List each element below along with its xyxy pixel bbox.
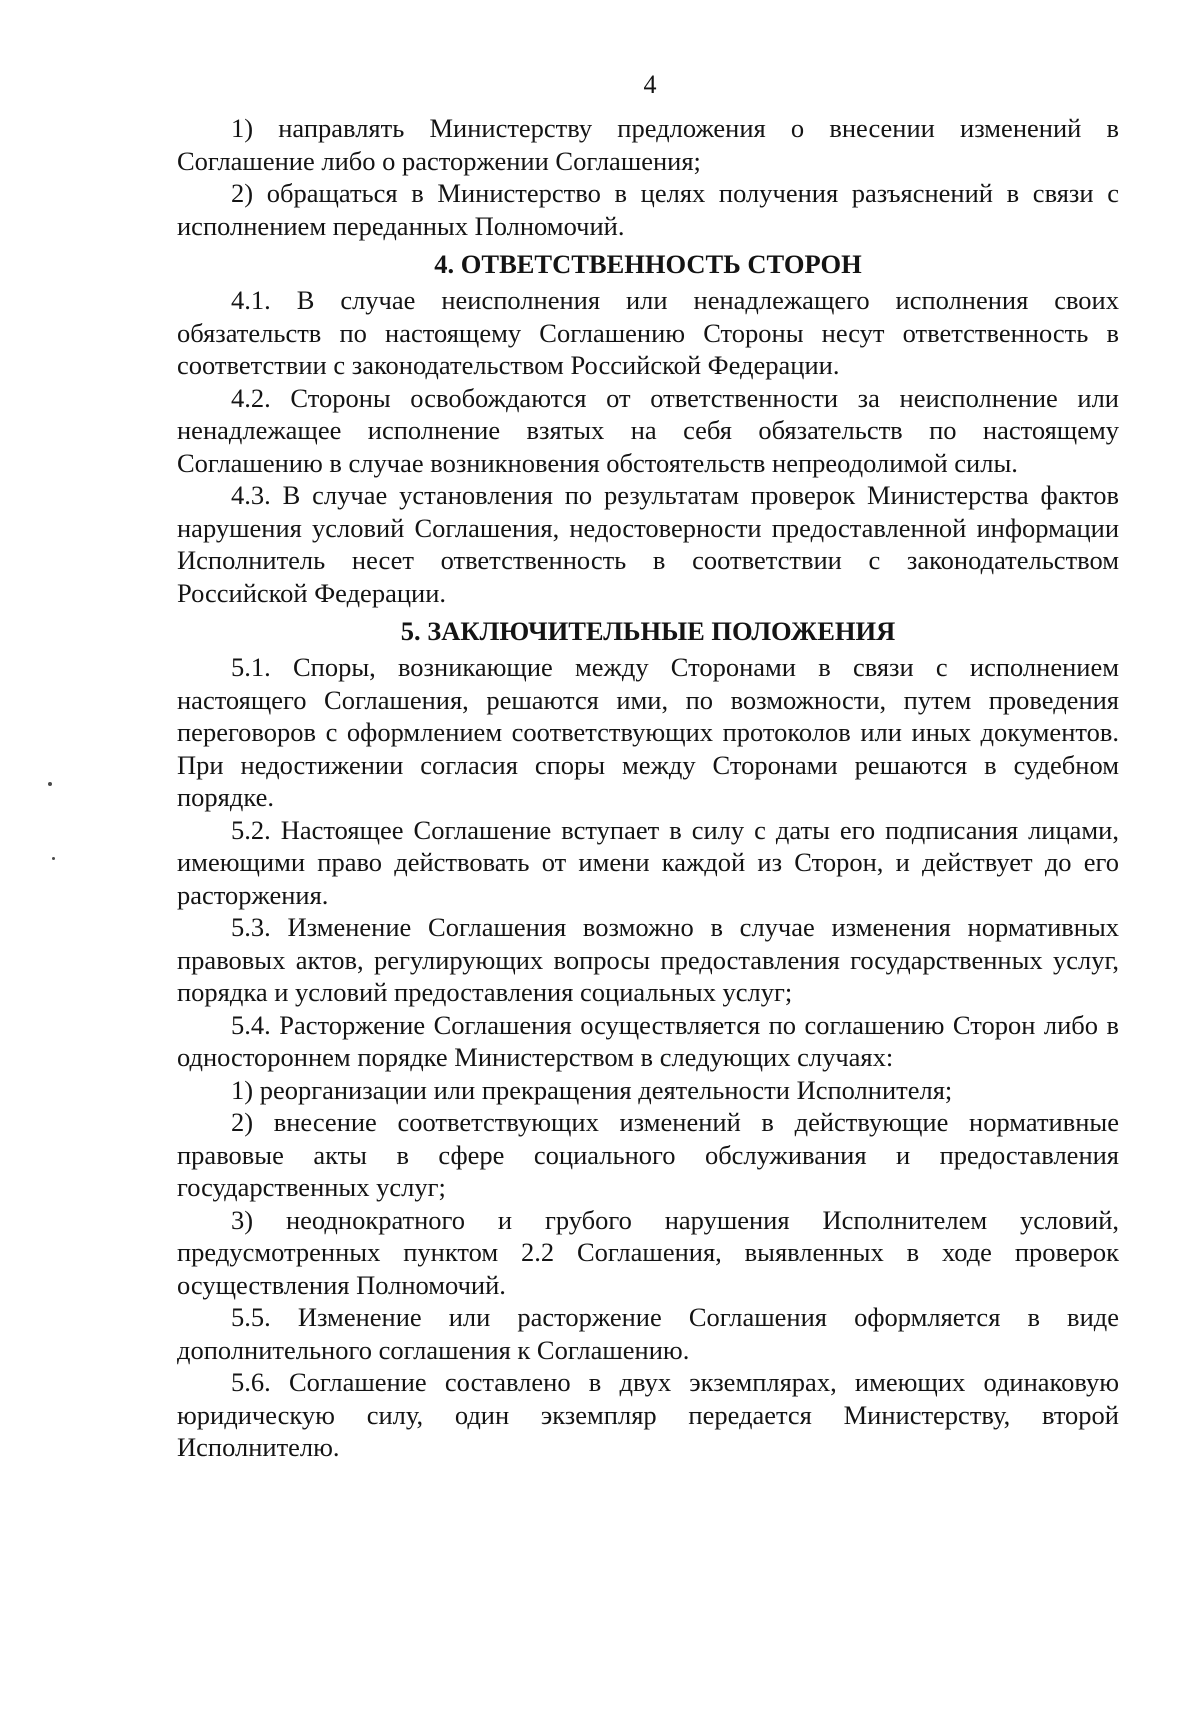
- paragraph-5-4-case-1: 1) реорганизации или прекращения деятельности Исполнителя;: [231, 1074, 953, 1105]
- paragraph-3-right-2: 2) обращаться в Министерство в целях получения разъяснений в связи с исполнением переданных Полномочий.: [177, 178, 1119, 241]
- paragraph-4-3: 4.3. В случае установления по результатам проверок Министерства фактов нарушения условий Соглашения, недостоверности предоставленной информации Исполнитель несет ответственность в соответствии с законодательством Российской Федерации.: [177, 480, 1119, 608]
- paragraph-4-1: 4.1. В случае неисполнения или ненадлежащего исполнения своих обязательств по настоящему Соглашению Стороны несут ответственность в соответствии с законодательством Российской Федерации.: [177, 285, 1119, 380]
- paragraph-5-4-case-2: 2) внесение соответствующих изменений в действующие нормативные правовые акты в сфере социального обслуживания и предоставления государственных услуг;: [177, 1107, 1119, 1202]
- paragraph-4-2: 4.2. Стороны освобождаются от ответственности за неисполнение или ненадлежащее исполнение взятых на себя обязательств по настоящему Соглашению в случае возникновения обстоятельств непреодолимой силы.: [177, 382, 1119, 478]
- paragraph-5-5: 5.5. Изменение или расторжение Соглашения оформляется в виде дополнительного соглашения к Соглашению.: [177, 1302, 1119, 1365]
- paragraph-5-3: 5.3. Изменение Соглашения возможно в случае изменения нормативных правовых актов, регулирующих вопросы предоставления государственных услуг, порядка и условий предоставления социальных услуг;: [177, 912, 1119, 1007]
- paragraph-5-2: 5.2. Настоящее Соглашение вступает в силу с даты его подписания лицами, имеющими право действовать от имени каждой из Сторон, и действует до его расторжения.: [177, 814, 1119, 910]
- paragraph-5-1: 5.1. Споры, возникающие между Сторонами в связи с исполнением настоящего Соглашения, решаются ими, по возможности, путем проведения переговоров с оформлением соответствующих протоколов или иных документов. При недостижении согласия споры между Сторонами решаются в судебном порядке.: [177, 652, 1119, 812]
- scan-speck: [48, 782, 52, 786]
- section-heading-4: 4. ОТВЕТСТВЕННОСТЬ СТОРОН: [434, 249, 862, 279]
- paragraph-3-right-1: 1) направлять Министерству предложения о внесении изменений в Соглашение либо о расторжении Соглашения;: [177, 113, 1119, 176]
- scan-speck: [52, 857, 55, 860]
- paragraph-5-4-case-3: 3) неоднократного и грубого нарушения Исполнителем условий, предусмотренных пунктом 2.2 Соглашения, выявленных в ходе проверок осуществления Полномочий.: [177, 1204, 1119, 1300]
- document-body: [177, 112, 1119, 1464]
- page-number: 4: [643, 70, 657, 99]
- paragraph-5-4: 5.4. Расторжение Соглашения осуществляется по соглашению Сторон либо в одностороннем порядке Министерством в следующих случаях:: [177, 1009, 1119, 1072]
- section-heading-5: 5. ЗАКЛЮЧИТЕЛЬНЫЕ ПОЛОЖЕНИЯ: [400, 616, 896, 646]
- paragraph-5-6: 5.6. Соглашение составлено в двух экземплярах, имеющих одинаковую юридическую силу, один экземпляр передается Министерству, второй Исполнителю.: [177, 1367, 1119, 1462]
